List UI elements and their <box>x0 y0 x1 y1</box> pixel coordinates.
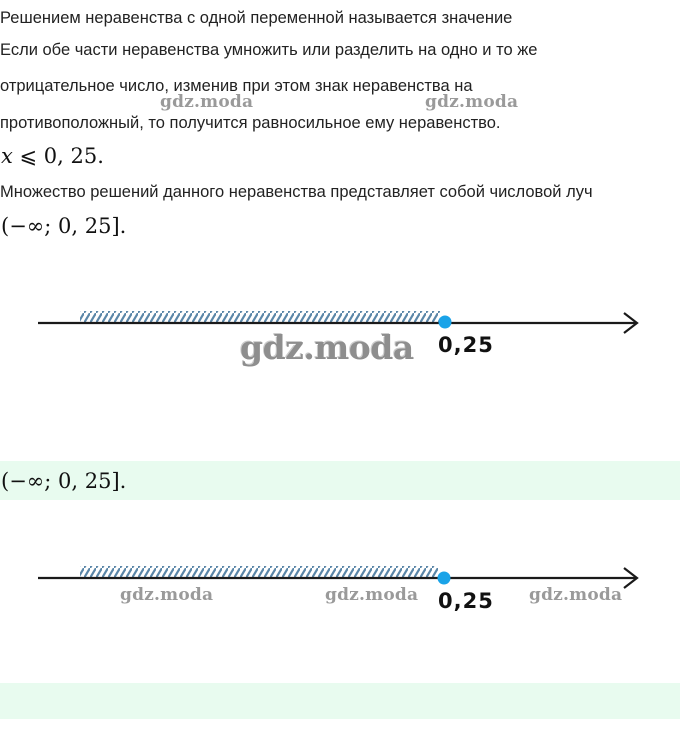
solution-hatch <box>80 566 438 577</box>
watermark: gdz.moda <box>160 92 254 112</box>
watermark: gdz.moda <box>325 585 419 605</box>
answer-interval: (−∞; 0, 25]. <box>1 469 127 493</box>
inequality-formula <box>1 144 104 168</box>
watermark-large: gdz.moda <box>240 328 414 367</box>
watermark: gdz.moda <box>529 585 623 605</box>
watermark: gdz.moda <box>120 585 214 605</box>
solution-hatch <box>80 311 440 322</box>
point-marker <box>438 572 451 585</box>
inequality-rest: ⩽ 0, 25. <box>12 144 104 168</box>
watermark: gdz.moda <box>425 92 519 112</box>
point-label: 0,25 <box>438 333 494 357</box>
point-marker <box>439 316 452 329</box>
text-line-3: отрицательное число, изменив при этом знак неравенства на <box>0 77 473 95</box>
text-line-5: Множество решений данного неравенства представляет собой числовой луч <box>0 183 593 201</box>
answer-band <box>0 683 680 719</box>
interval-formula: (−∞; 0, 25]. <box>1 214 127 238</box>
point-label: 0,25 <box>438 589 494 613</box>
text-line-2: Если обе части неравенства умножить или разделить на одно и то же <box>0 41 538 59</box>
text-line-4: противоположный, то получится равносильное ему неравенство. <box>0 114 501 132</box>
inequality-variable: x <box>1 144 13 168</box>
text-line-1: Решением неравенства с одной переменной называется значение <box>0 9 513 27</box>
